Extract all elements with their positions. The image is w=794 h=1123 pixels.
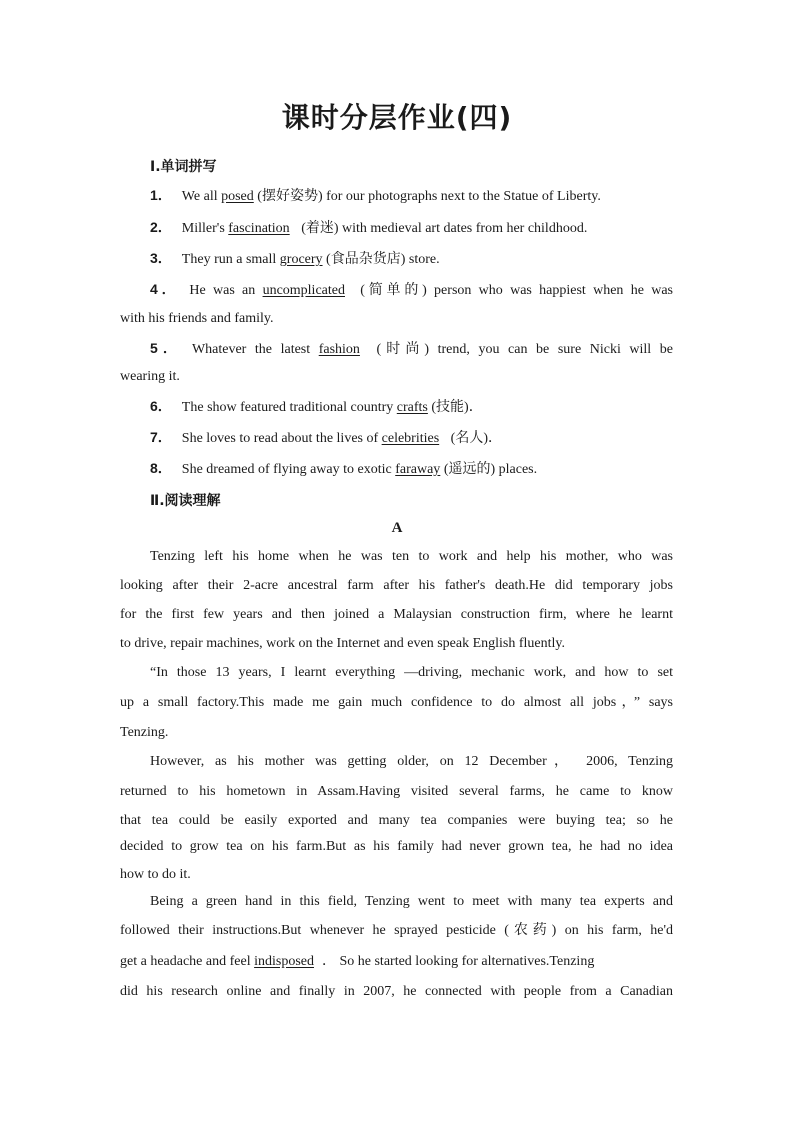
- passage-line: how to do it.: [120, 867, 191, 882]
- passage-line: However, as his mother was getting older, on 12 December， 2006, Tenzing: [150, 754, 673, 769]
- item-answer: fashion: [318, 342, 360, 357]
- spelling-item-4: [150, 280, 673, 300]
- item-number: 2．: [150, 219, 172, 235]
- item-text-after: (技能)．: [427, 400, 483, 415]
- item-text-before: They run a small: [181, 252, 280, 267]
- passage-line: Tenzing left his home when he was ten to work and help his mother, who was: [150, 549, 673, 564]
- passage-line: “In those 13 years, I learnt everything —driving, mechanic work, and how to set: [150, 665, 673, 680]
- item-answer: uncomplicated: [262, 283, 345, 298]
- item-answer: faraway: [395, 462, 441, 477]
- item-text-before: Miller's: [181, 221, 229, 236]
- item-text-after: (食品杂货店) store.: [322, 252, 440, 267]
- spelling-item-2: [150, 218, 673, 238]
- passage-line: up a small factory.This made me gain much confidence to do almost all jobs，” says: [120, 695, 673, 710]
- section-heading-reading: Ⅱ.阅读理解: [150, 493, 221, 509]
- item-text-after: (遥远的) places.: [440, 462, 538, 477]
- passage-line: did his research online and finally in 2007, he connected with people from a Canadian: [120, 984, 673, 999]
- item-text-before: He was an: [189, 283, 263, 298]
- section-heading-spelling: Ⅰ.单词拼写: [150, 159, 217, 175]
- page-title: 课时分层作业(四): [281, 101, 513, 134]
- item-text-before: We all: [181, 189, 222, 204]
- item-answer: grocery: [279, 252, 323, 267]
- item-text-before: She loves to read about the lives of: [181, 431, 382, 446]
- spelling-item-8: [150, 459, 673, 479]
- item-text-after: (着迷) with medieval art dates from her childhood.: [297, 221, 588, 236]
- passage-answer: indisposed: [254, 954, 314, 969]
- item-number: 6．: [150, 398, 172, 414]
- item-text-after: (摆好姿势) for our photographs next to the Statue of Liberty.: [253, 189, 601, 204]
- item-number: 5．: [150, 340, 182, 356]
- passage-line: Tenzing.: [120, 725, 169, 740]
- passage-text: get a headache and feel: [120, 954, 255, 969]
- passage-text: ． So he started looking for alternatives.Tenzing: [321, 954, 595, 969]
- item-text-after: (名人)．: [447, 431, 502, 446]
- item-answer: fascination: [228, 221, 290, 236]
- item-text-before: Whatever the latest: [191, 342, 319, 357]
- passage-line: that tea could be easily exported and many tea companies were buying tea; so he: [120, 813, 673, 828]
- passage-line: decided to grow tea on his farm.But as his family had never grown tea, he had no idea: [120, 839, 673, 854]
- passage-line-with-blank: [120, 953, 673, 971]
- passage-line: returned to his hometown in Assam.Having visited several farms, he came to know: [120, 784, 673, 799]
- item-text-after: (简单的) person who was happiest when he was: [352, 283, 673, 298]
- item-text-before: She dreamed of flying away to exotic: [181, 462, 396, 477]
- item-text-after: (时尚) trend, you can be sure Nicki will be: [367, 342, 673, 357]
- passage-line: followed their instructions.But whenever he sprayed pesticide (农药) on his farm, he'd: [120, 923, 673, 938]
- item-answer: celebrities: [381, 431, 440, 446]
- passage-line: looking after their 2-acre ancestral farm after his father's death.He did temporary jobs: [120, 578, 673, 593]
- item-number: 4．: [150, 281, 180, 297]
- item-number: 7．: [150, 429, 172, 445]
- item-number: 1．: [150, 187, 172, 203]
- spelling-item-4-continuation: with his friends and family.: [120, 311, 274, 326]
- spelling-item-1: [150, 186, 673, 206]
- item-text-before: The show featured traditional country: [181, 400, 397, 415]
- item-answer: crafts: [396, 400, 428, 415]
- spelling-item-3: [150, 249, 673, 269]
- passage-line: Being a green hand in this field, Tenzing went to meet with many tea experts and: [150, 894, 673, 909]
- spelling-item-5: [150, 339, 673, 359]
- spelling-item-6: [150, 397, 673, 417]
- item-number: 8．: [150, 460, 172, 476]
- passage-label: A: [391, 520, 403, 536]
- passage-line: for the first few years and then joined a Malaysian construction firm, where he learnt: [120, 607, 673, 622]
- passage-line: to drive, repair machines, work on the Internet and even speak English fluently.: [120, 636, 566, 651]
- item-number: 3．: [150, 250, 172, 266]
- spelling-item-7: [150, 428, 673, 448]
- item-answer: posed: [221, 189, 254, 204]
- spelling-item-5-continuation: wearing it.: [120, 369, 180, 384]
